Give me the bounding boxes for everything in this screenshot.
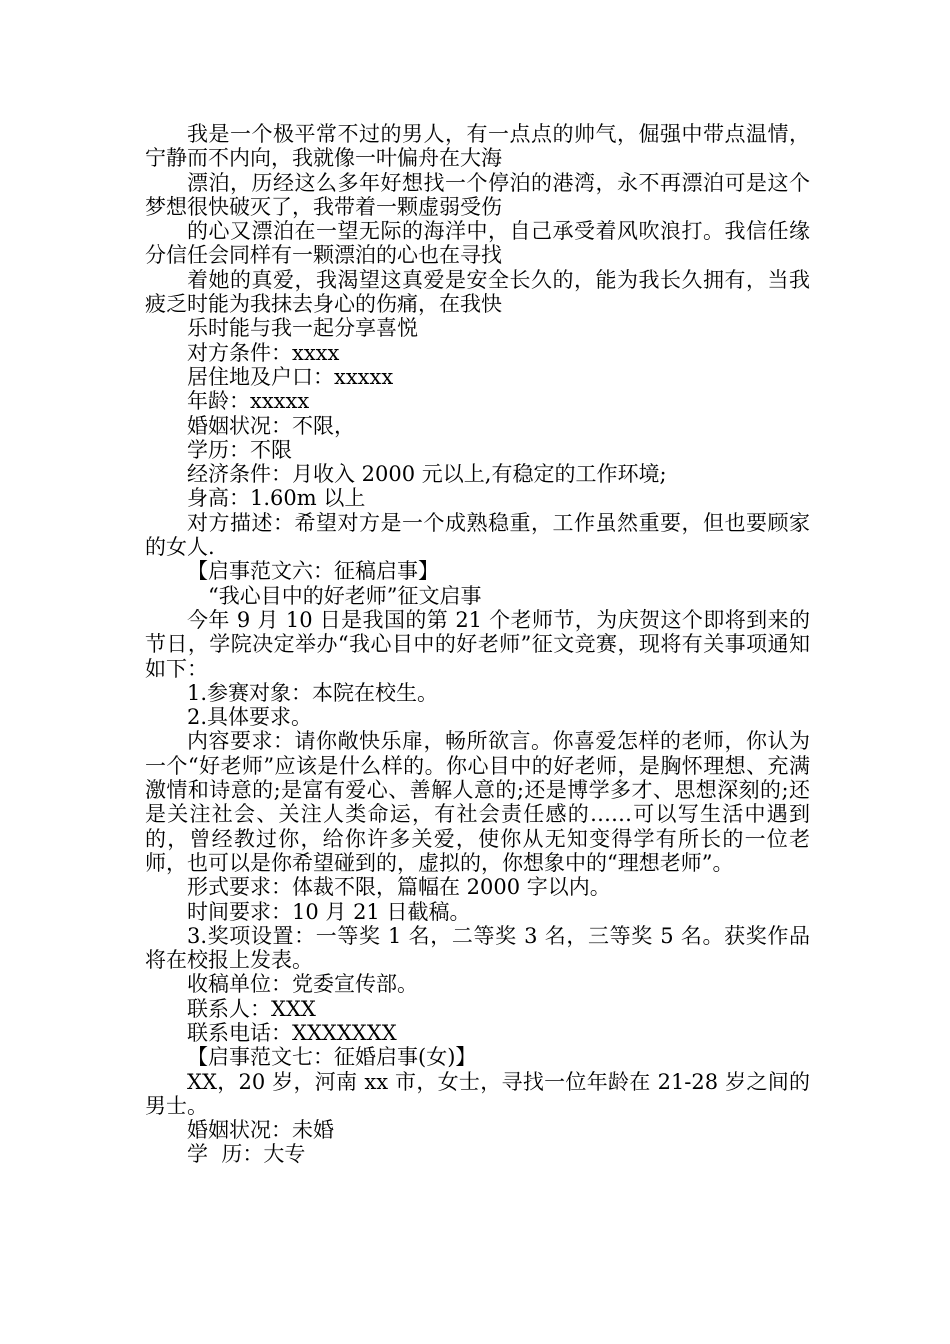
field-line: 居住地及户口：xxxxx — [187, 364, 394, 389]
paragraph: 形式要求：体裁不限，篇幅在 2000 字以内。 — [187, 875, 611, 900]
paragraph: 着她的真爱，我渴望这真爱是安全长久的，能为我长久拥有，当我疲乏时能为我抹去身心的伤痛，在我快 — [145, 267, 810, 317]
field-line: 对方描述：希望对方是一个成熟稳重，工作虽然重要，但也要顾家的女人. — [145, 510, 810, 560]
list-item: 3.奖项设置：一等奖 1 名，二等奖 3 名，三等奖 5 名。获奖作品将在校报上发表。 — [145, 923, 810, 973]
field-line: 对方条件：xxxx — [187, 340, 340, 365]
paragraph: XX，20 岁，河南 xx 市，女士，寻找一位年龄在 21-28 岁之间的男士。 — [145, 1069, 810, 1118]
field-line: 婚姻状况：不限， — [187, 413, 355, 438]
paragraph: 乐时能与我一起分享喜悦 — [187, 316, 418, 341]
paragraph: 今年 9 月 10 日是我国的第 21 个老师节，为庆贺这个即将到来的节日，学院决定举办“我心目中的好老师”征文竞赛，现将有关事项通知如下： — [145, 607, 810, 681]
field-line: 联系人：XXX — [187, 996, 316, 1021]
paragraph: 漂泊，历经这么多年好想找一个停泊的港湾，永不再漂泊可是这个梦想很快破灭了，我带着一颗虚弱受伤 — [145, 170, 810, 219]
section-heading: 【启事范文六：征稿启事】 — [187, 559, 439, 584]
field-line: 婚姻状况：未婚 — [187, 1118, 334, 1143]
paragraph: 我是一个极平常不过的男人，有一点点的帅气，倔强中带点温情，宁静而不内向，我就像一叶偏舟在大海 — [145, 122, 810, 171]
field-line: 经济条件：月收入 2000 元以上,有稳定的工作环境; — [187, 462, 667, 487]
list-item: 1.参赛对象：本院在校生。 — [187, 680, 439, 705]
list-item: 2.具体要求。 — [187, 705, 313, 730]
field-line: 学历：不限 — [187, 437, 292, 462]
field-line: 收稿单位：党委宣传部。 — [187, 972, 418, 997]
field-line: 年龄：xxxxx — [187, 389, 310, 414]
notice-title: “我心目中的好老师”征文启事 — [208, 583, 482, 608]
section-heading: 【启事范文七：征婚启事(女)】 — [187, 1045, 477, 1070]
field-line: 联系电话：XXXXXXX — [187, 1020, 397, 1045]
field-line: 学 历：大专 — [187, 1142, 306, 1167]
paragraph: 内容要求：请你敞快乐扉，畅所欲言。你喜爱怎样的老师，你认为一个“好老师”应该是什么样的。你心目中的好老师，是胸怀理想、充满激情和诗意的;是富有爱心、善解人意的;还是博学多才、思想深刻的;还是关注社会、关注人类命运，有社会责任感的……可以写生活中遇到的，曾经教过你，给你许多关爱，使你从无知变得学有所长的一位老师，也可以是你希望碰到的，虚拟的，你想象中的“理想老师”。 — [145, 729, 810, 875]
document-body — [145, 122, 810, 1167]
paragraph: 时间要求：10 月 21 日截稿。 — [187, 899, 471, 924]
paragraph: 的心又漂泊在一望无际的海洋中，自己承受着风吹浪打。我信任缘分信任会同样有一颗漂泊的心也在寻找 — [145, 219, 810, 268]
field-line: 身高：1.60m 以上 — [187, 486, 366, 511]
